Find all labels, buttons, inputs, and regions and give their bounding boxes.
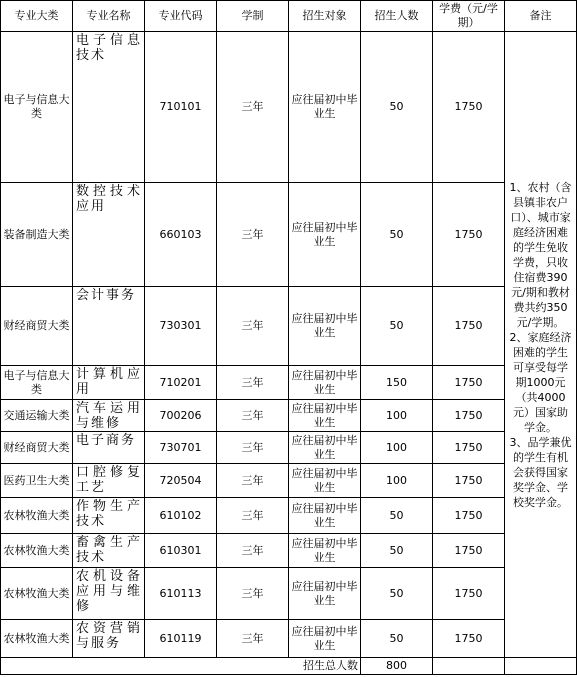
fee-cell: 1750 bbox=[433, 464, 505, 498]
quota-cell: 150 bbox=[361, 366, 433, 400]
fee-cell: 1750 bbox=[433, 366, 505, 400]
major-cell: 计算机应用 bbox=[73, 366, 145, 400]
duration-cell: 三年 bbox=[217, 534, 289, 568]
quota-cell: 50 bbox=[361, 620, 433, 658]
quota-cell: 100 bbox=[361, 400, 433, 432]
table-row bbox=[1, 464, 577, 498]
fee-cell: 1750 bbox=[433, 534, 505, 568]
code-cell: 610113 bbox=[145, 568, 217, 620]
fee-cell: 1750 bbox=[433, 432, 505, 464]
header-major: 专业名称 bbox=[73, 1, 145, 32]
target-cell: 应往届初中毕业生 bbox=[289, 432, 361, 464]
duration-cell: 三年 bbox=[217, 498, 289, 534]
target-cell: 应往届初中毕业生 bbox=[289, 366, 361, 400]
duration-cell: 三年 bbox=[217, 183, 289, 287]
target-cell: 应往届初中毕业生 bbox=[289, 32, 361, 183]
quota-cell: 100 bbox=[361, 432, 433, 464]
category-cell: 装备制造大类 bbox=[1, 183, 73, 287]
target-cell: 应往届初中毕业生 bbox=[289, 620, 361, 658]
header-row bbox=[1, 1, 577, 32]
table-row bbox=[1, 620, 577, 658]
major-cell: 作物生产技术 bbox=[73, 498, 145, 534]
total-row bbox=[1, 658, 577, 675]
fee-cell: 1750 bbox=[433, 32, 505, 183]
duration-cell: 三年 bbox=[217, 400, 289, 432]
header-duration: 学制 bbox=[217, 1, 289, 32]
category-cell: 电子与信息大类 bbox=[1, 366, 73, 400]
major-cell: 会计事务 bbox=[73, 287, 145, 366]
major-cell: 数控技术应用 bbox=[73, 183, 145, 287]
quota-cell: 50 bbox=[361, 183, 433, 287]
category-cell: 交通运输大类 bbox=[1, 400, 73, 432]
target-cell: 应往届初中毕业生 bbox=[289, 287, 361, 366]
table-row bbox=[1, 32, 577, 183]
code-cell: 700206 bbox=[145, 400, 217, 432]
category-cell: 财经商贸大类 bbox=[1, 432, 73, 464]
major-cell: 农机设备应用与维修 bbox=[73, 568, 145, 620]
target-cell: 应往届初中毕业生 bbox=[289, 568, 361, 620]
category-cell: 农林牧渔大类 bbox=[1, 568, 73, 620]
code-cell: 610301 bbox=[145, 534, 217, 568]
code-cell: 730701 bbox=[145, 432, 217, 464]
major-cell: 畜禽生产技术 bbox=[73, 534, 145, 568]
category-cell: 医药卫生大类 bbox=[1, 464, 73, 498]
header-fee: 学费（元/学期） bbox=[433, 1, 505, 32]
table-row bbox=[1, 534, 577, 568]
duration-cell: 三年 bbox=[217, 568, 289, 620]
table-row bbox=[1, 183, 577, 287]
code-cell: 610119 bbox=[145, 620, 217, 658]
quota-cell: 50 bbox=[361, 498, 433, 534]
major-cell: 汽车运用与维修 bbox=[73, 400, 145, 432]
table-row bbox=[1, 432, 577, 464]
note-cell: 1、农村（含县镇非农户口）、城市家庭经济困难的学生免收学费，只收住宿费390元/期和教材费共约350元/学期。 2、家庭经济困难的学生可享受每学期1000元（共4000元）国家助学金。 3、品学兼优的学生有机会获得国家奖学金、学校奖学金。 bbox=[505, 32, 577, 658]
fee-cell: 1750 bbox=[433, 400, 505, 432]
fee-cell: 1750 bbox=[433, 498, 505, 534]
fee-cell: 1750 bbox=[433, 183, 505, 287]
major-cell: 口腔修复工艺 bbox=[73, 464, 145, 498]
target-cell: 应往届初中毕业生 bbox=[289, 534, 361, 568]
duration-cell: 三年 bbox=[217, 287, 289, 366]
table-row bbox=[1, 568, 577, 620]
duration-cell: 三年 bbox=[217, 620, 289, 658]
fee-cell: 1750 bbox=[433, 287, 505, 366]
code-cell: 660103 bbox=[145, 183, 217, 287]
total-value: 800 bbox=[361, 658, 433, 675]
table-row bbox=[1, 498, 577, 534]
category-cell: 电子与信息大类 bbox=[1, 32, 73, 183]
table-row bbox=[1, 366, 577, 400]
fee-cell: 1750 bbox=[433, 620, 505, 658]
category-cell: 农林牧渔大类 bbox=[1, 620, 73, 658]
quota-cell: 50 bbox=[361, 568, 433, 620]
category-cell: 农林牧渔大类 bbox=[1, 534, 73, 568]
major-cell: 电子商务 bbox=[73, 432, 145, 464]
code-cell: 710101 bbox=[145, 32, 217, 183]
total-note-empty bbox=[505, 658, 577, 675]
header-code: 专业代码 bbox=[145, 1, 217, 32]
quota-cell: 50 bbox=[361, 287, 433, 366]
target-cell: 应往届初中毕业生 bbox=[289, 183, 361, 287]
quota-cell: 50 bbox=[361, 32, 433, 183]
category-cell: 财经商贸大类 bbox=[1, 287, 73, 366]
duration-cell: 三年 bbox=[217, 432, 289, 464]
code-cell: 710201 bbox=[145, 366, 217, 400]
code-cell: 730301 bbox=[145, 287, 217, 366]
header-quota: 招生人数 bbox=[361, 1, 433, 32]
duration-cell: 三年 bbox=[217, 32, 289, 183]
code-cell: 610102 bbox=[145, 498, 217, 534]
target-cell: 应往届初中毕业生 bbox=[289, 498, 361, 534]
target-cell: 应往届初中毕业生 bbox=[289, 464, 361, 498]
table-row bbox=[1, 400, 577, 432]
quota-cell: 50 bbox=[361, 534, 433, 568]
table-row bbox=[1, 287, 577, 366]
total-label: 招生总人数 bbox=[1, 658, 361, 675]
category-cell: 农林牧渔大类 bbox=[1, 498, 73, 534]
code-cell: 720504 bbox=[145, 464, 217, 498]
fee-cell: 1750 bbox=[433, 568, 505, 620]
target-cell: 应往届初中毕业生 bbox=[289, 400, 361, 432]
total-fee-empty bbox=[433, 658, 505, 675]
duration-cell: 三年 bbox=[217, 464, 289, 498]
header-target: 招生对象 bbox=[289, 1, 361, 32]
quota-cell: 100 bbox=[361, 464, 433, 498]
major-cell: 农资营销与服务 bbox=[73, 620, 145, 658]
duration-cell: 三年 bbox=[217, 366, 289, 400]
major-cell: 电子信息技术 bbox=[73, 32, 145, 183]
header-category: 专业大类 bbox=[1, 1, 73, 32]
header-note: 备注 bbox=[505, 1, 577, 32]
